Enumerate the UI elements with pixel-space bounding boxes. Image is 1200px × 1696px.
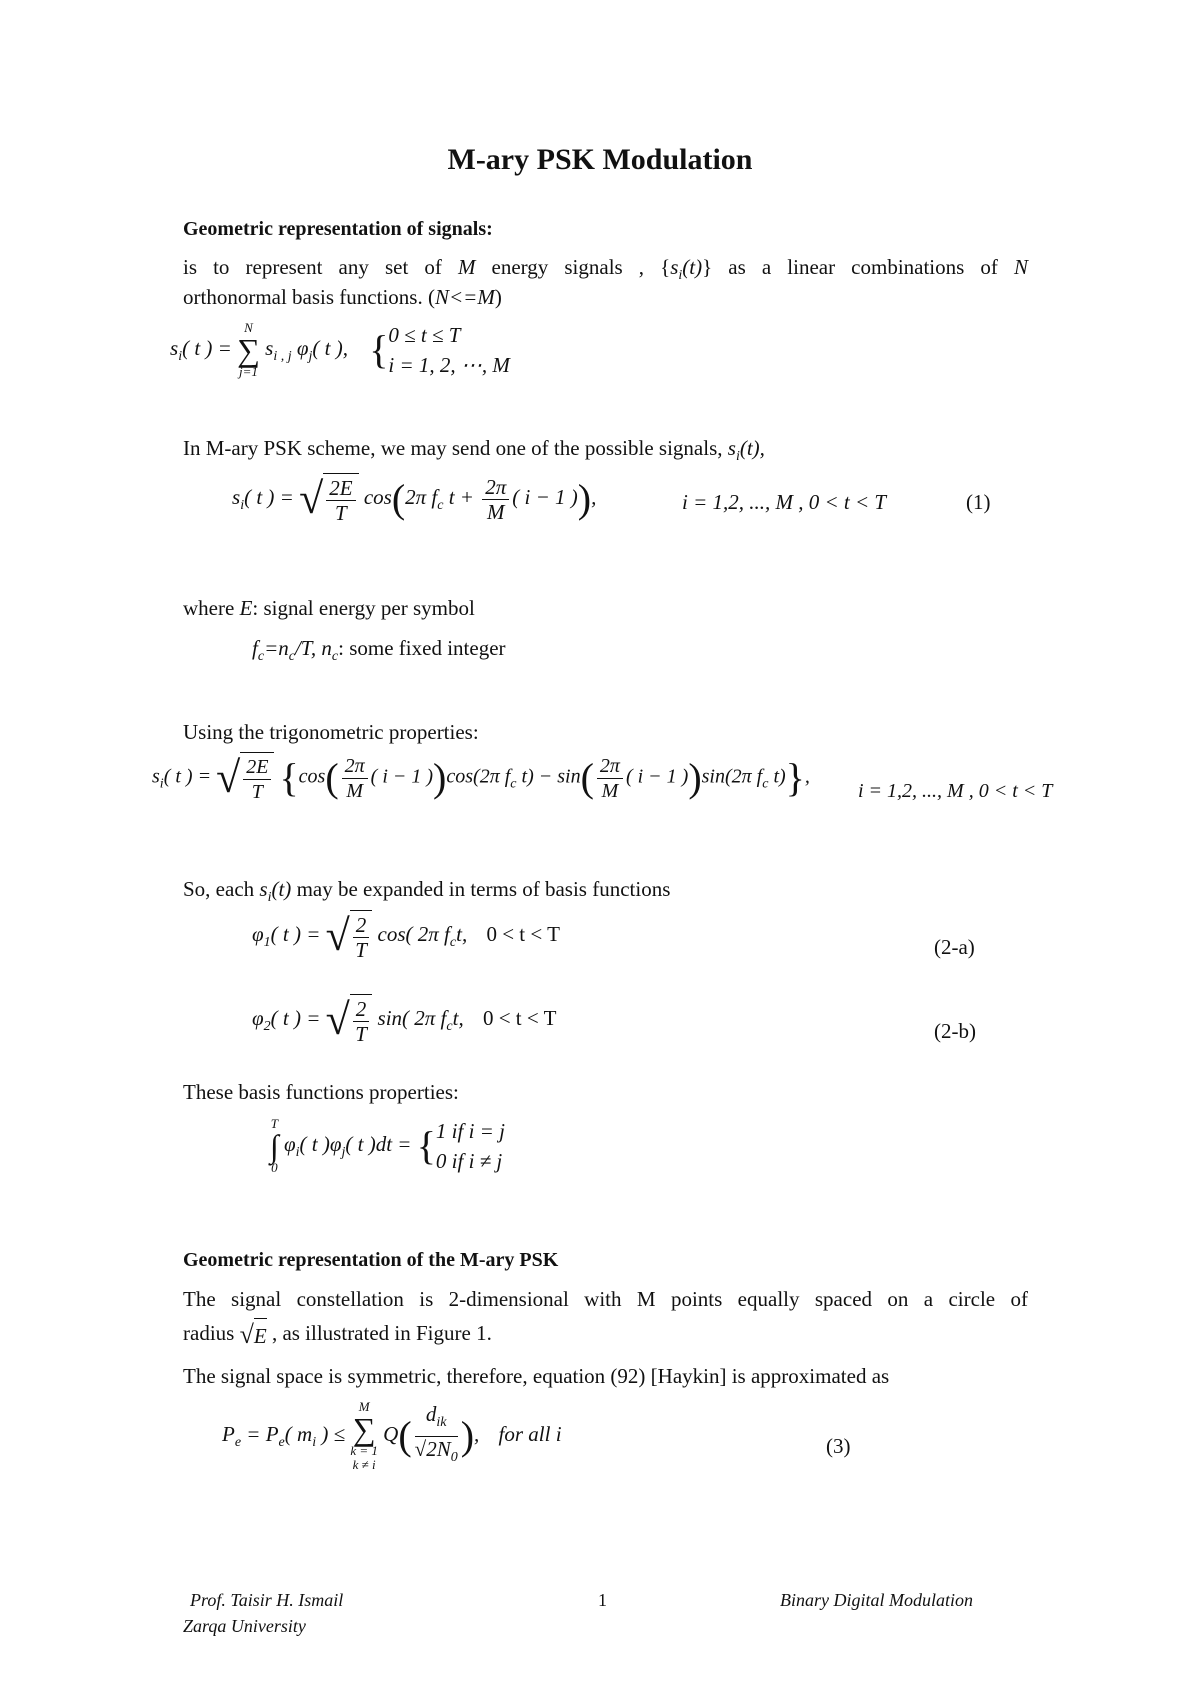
- paragraph-line: where E: signal energy per symbol: [183, 596, 475, 620]
- equation-signal-expansion: $s_i$( t ) = N ∑ j=1 $s_{i , j}$ $\varphi_j$( t ), { 0 ≤ t ≤ T i = 1, 2, ⋯, M: [170, 320, 510, 379]
- paragraph-line: The signal space is symmetric, therefore, equation (92) [Haykin] is approximated as: [183, 1364, 890, 1388]
- footer-university: Zarqa University: [183, 1616, 306, 1636]
- page-title: M-ary PSK Modulation: [447, 143, 753, 176]
- paragraph-line: The signal constellation is 2-dimensional with M points equally spaced on a circle of: [183, 1287, 1028, 1311]
- equation-trig-range: i = 1,2, ..., M , 0 < t < T: [858, 780, 1053, 802]
- equation-number: (1): [966, 490, 991, 514]
- footer-author: Prof. Taisir H. Ismail: [190, 1590, 344, 1610]
- paragraph-line: $f_c=n_c/T$, $n_c$: some fixed integer: [252, 636, 506, 665]
- equation-1: $s_i$( t ) = √ $\frac{2E}{T}$ cos(2π $f_c$ t + $\frac{2\pi}{M}$ ( i − 1 )),: [232, 474, 597, 525]
- paragraph-line: is to represent any set of M energy signals , $\{s_i(t)\}$ as a linear combinations of N: [183, 255, 1028, 284]
- paragraph-line: orthonormal basis functions. (N<=M): [183, 285, 502, 309]
- equation-number: (2-a): [934, 935, 975, 959]
- equation-number: (3): [826, 1434, 851, 1458]
- section-heading-geometric: Geometric representation of signals:: [183, 218, 493, 240]
- equation-1-range: i = 1,2, ..., M , 0 < t < T: [682, 490, 887, 514]
- equation-trig-expansion: $s_i$( t ) = √ $\frac{2E}{T}$ {cos( $\frac{2\pi}{M}$ ( i − 1 ))cos(2π $f_c$ t) − sin( $\frac{2\pi}{M}$ ( i − 1 ))sin(2π $f_c$ t)},: [152, 753, 810, 803]
- footer-course: Binary Digital Modulation: [780, 1590, 973, 1610]
- equation-number: (2-b): [934, 1019, 976, 1043]
- equation-3: $P_e = P_e$( $m_i$ ) ≤ M ∑ k = 1 k ≠ i Q( $\frac{d_{ik}}{√2N_0}$ ), for all i: [222, 1399, 562, 1472]
- equation-2a: $\varphi_1$( t ) = √ $\frac{2}{T}$ cos( 2π $f_ct$, 0 < t < T: [252, 911, 560, 962]
- paragraph-line: These basis functions properties:: [183, 1080, 459, 1104]
- sqrt-symbol: √E: [240, 1318, 267, 1352]
- summation-operator: N ∑ j=1: [237, 320, 260, 379]
- paragraph-line: So, each $s_i(t)$ may be expanded in terms of basis functions: [183, 877, 671, 906]
- equation-2b: $\varphi_2$( t ) = √ $\frac{2}{T}$ sin( 2π $f_ct$, 0 < t < T: [252, 995, 557, 1046]
- paragraph-line: In M-ary PSK scheme, we may send one of the possible signals, $s_i(t)$,: [183, 436, 765, 465]
- paragraph-line: Using the trigonometric properties:: [183, 720, 479, 744]
- paragraph-line: radius √E , as illustrated in Figure 1.: [183, 1318, 1028, 1352]
- section-heading-mpsk-geometry: Geometric representation of the M-ary PSK: [183, 1249, 559, 1271]
- page-number: 1: [598, 1590, 607, 1610]
- equation-orthonormality: T ∫ 0 $\varphi_i$( t )$\varphi_j$( t )dt = { 1 if i = j 0 if i ≠ j: [270, 1116, 505, 1175]
